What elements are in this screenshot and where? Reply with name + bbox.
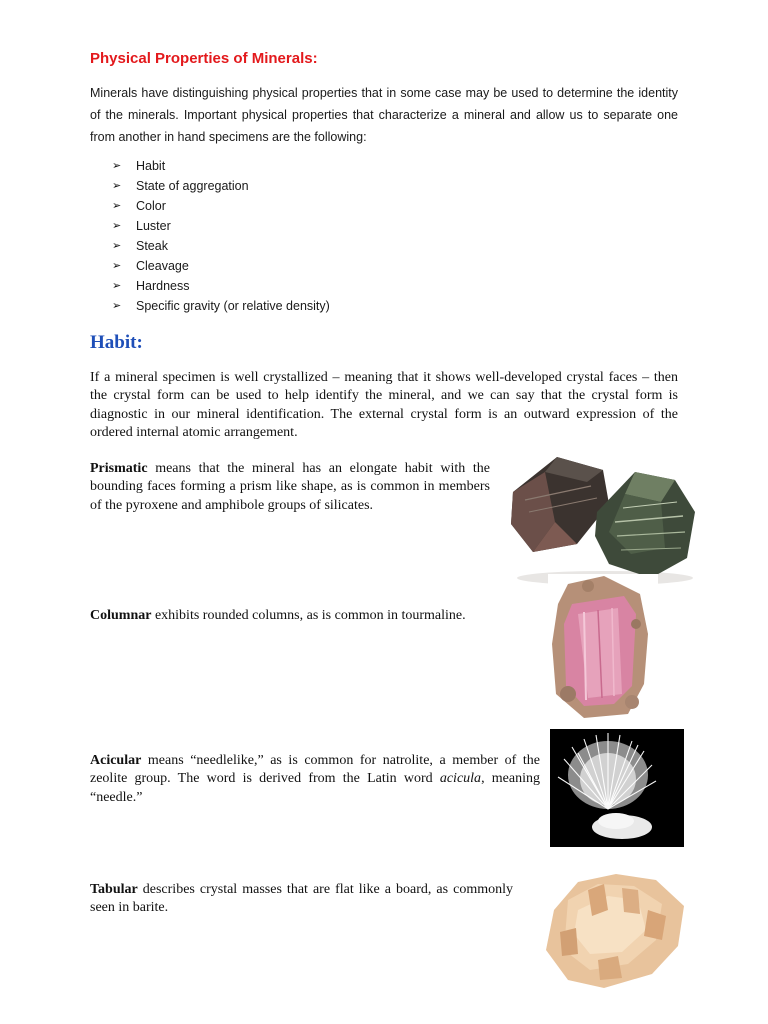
list-item [112,196,330,216]
arrow-bullet-icon: ➢ [112,200,122,212]
list-item-label: Steak [136,239,168,253]
arrow-bullet-icon: ➢ [112,160,122,172]
property-list [112,156,330,316]
acicular-text-1: means “needlelike,” as is common for natrolite, a member of the zeolite group. The word is derived from the Latin word [90,753,540,787]
tabular-description [90,881,513,918]
list-item-label: State of aggregation [136,179,249,193]
tabular-text: describes crystal masses that are flat like a board, as commonly seen in barite. [90,882,513,916]
intro-paragraph: Minerals have distinguishing physical properties that in some case may be used to determine the identity of the minerals. Important physical properties that characterize a mineral and allow us to separate one from another in hand specimens are the following: [90,86,678,144]
tabular-mineral-image [538,870,690,992]
prismatic-mineral-image [505,452,697,587]
list-item-label: Hardness [136,279,190,293]
list-item-label: Specific gravity (or relative density) [136,299,330,313]
section-heading-habit: Habit: [90,332,143,353]
list-item [112,256,330,276]
acicular-latin-word: acicula [439,771,482,787]
arrow-bullet-icon: ➢ [112,240,122,252]
columnar-text: exhibits rounded columns, as is common in tourmaline. [151,608,466,623]
prismatic-description [90,460,490,515]
columnar-mineral-image [548,574,658,722]
columnar-description [90,607,530,625]
acicular-text-2: , meaning “needle.” [90,771,540,805]
list-item-label: Luster [136,219,171,233]
list-item [112,296,330,316]
list-item-label: Cleavage [136,259,189,273]
list-item [112,276,330,296]
list-item [112,176,330,196]
acicular-description [90,752,540,807]
list-item [112,216,330,236]
list-item-label: Habit [136,159,166,173]
list-item [112,236,330,256]
habit-paragraph: If a mineral specimen is well crystallized – meaning that it shows well-developed crystal faces – then the crystal form can be used to help identify the mineral, and we can say that the crystal form is diagnostic in our mineral identification. The external crystal form is an outward expression of the ordered internal atomic arrangement. [90,370,678,440]
page-title: Physical Properties of Minerals: [90,50,318,67]
columnar-term: Columnar [90,608,152,623]
acicular-term: Acicular [90,753,142,768]
arrow-bullet-icon: ➢ [112,300,122,312]
arrow-bullet-icon: ➢ [112,280,122,292]
prismatic-text: means that the mineral has an elongate habit with the bounding faces forming a prism like shape, as is common in members of the pyroxene and amphibole groups of silicates. [90,461,490,513]
list-item [112,156,330,176]
arrow-bullet-icon: ➢ [112,260,122,272]
tabular-term: Tabular [90,882,138,897]
arrow-bullet-icon: ➢ [112,180,122,192]
prismatic-term: Prismatic [90,461,148,476]
acicular-mineral-image [550,729,684,847]
arrow-bullet-icon: ➢ [112,220,122,232]
list-item-label: Color [136,199,166,213]
